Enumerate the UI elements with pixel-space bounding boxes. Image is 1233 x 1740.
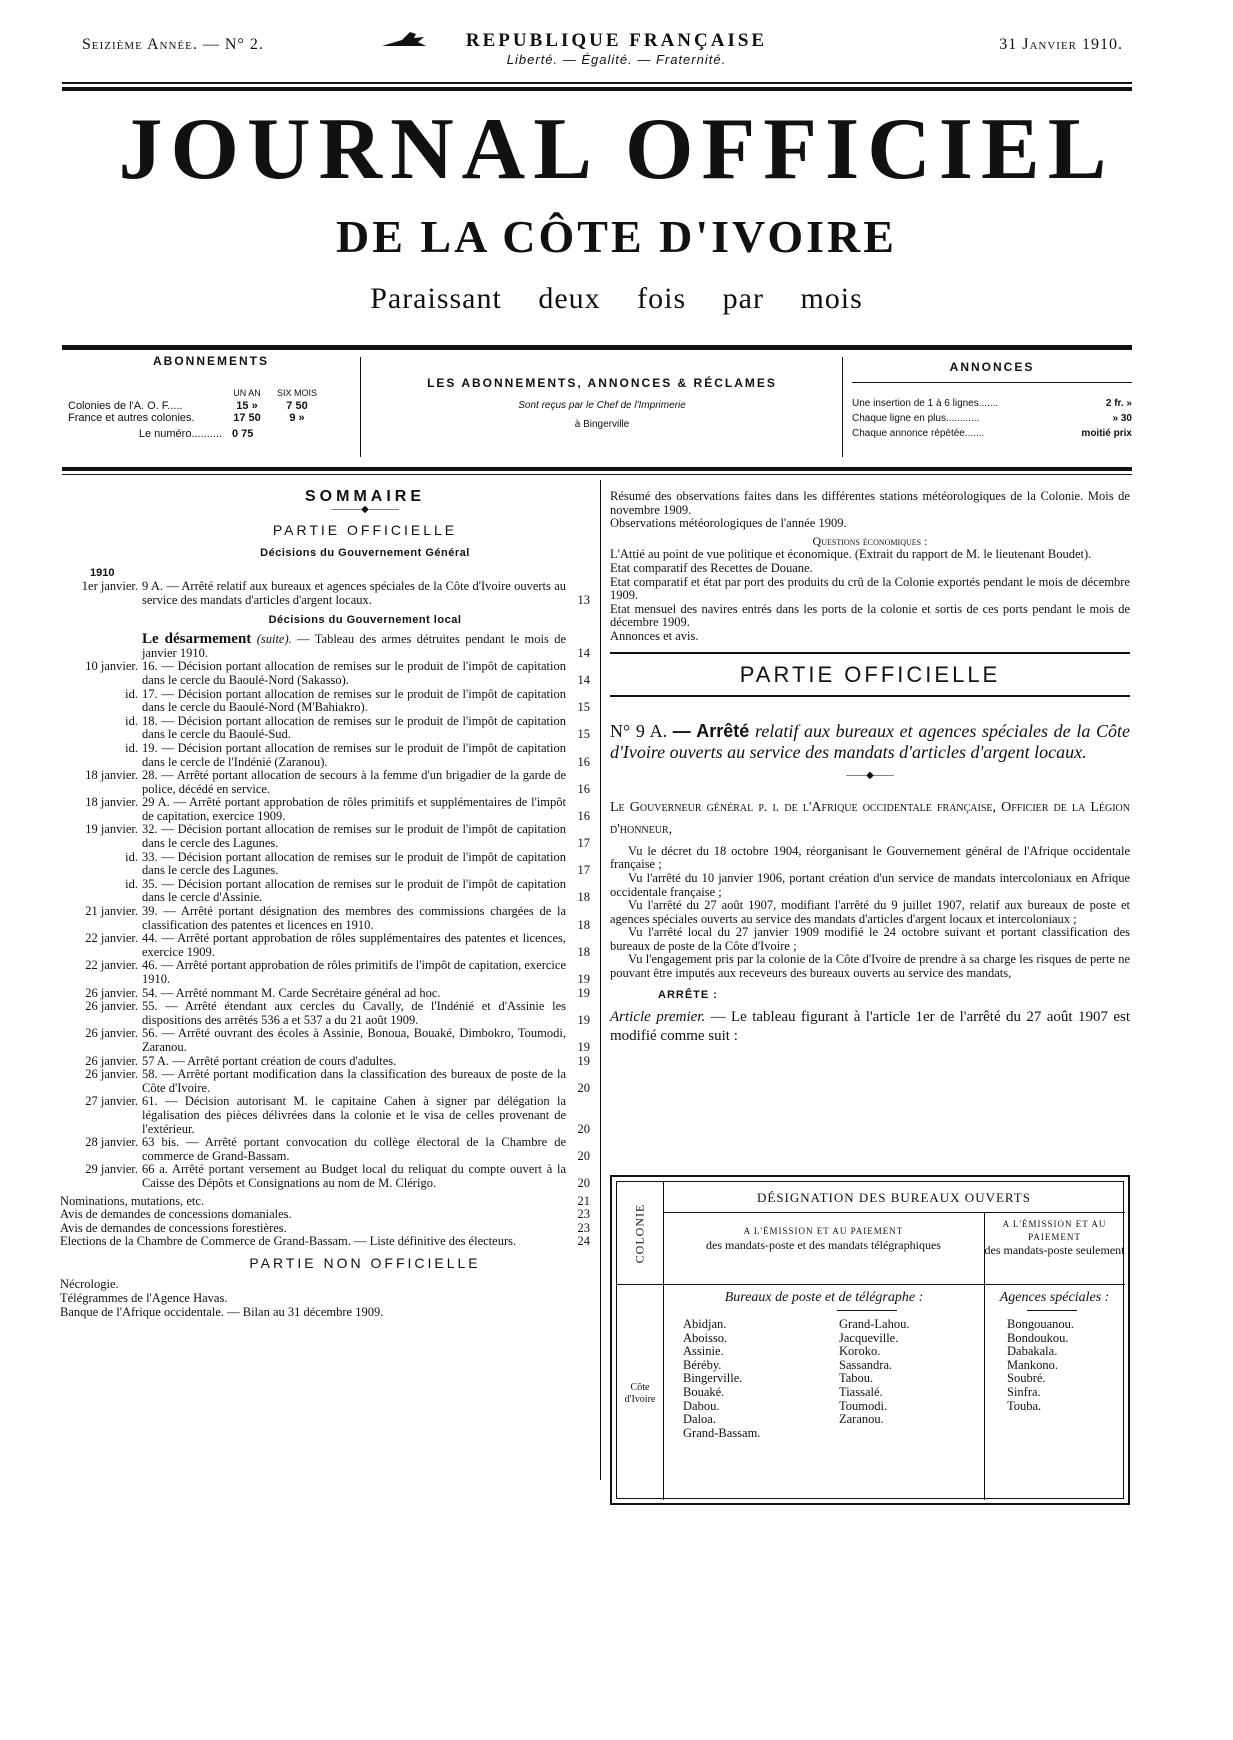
bureau-name: Jacqueville. [839,1330,899,1345]
issue-number: Seizième Année. — N° 2. [82,36,264,53]
entry-page: 18 [577,890,590,905]
agence-name: Touba. [1007,1398,1042,1413]
agence-name: Sinfra. [1007,1384,1041,1399]
entry-date: 26 janvier. [85,1026,138,1041]
misc-page: 23 [577,1220,590,1235]
non-officielle-item: Télégrammes de l'Agence Havas. [60,1291,228,1306]
sommaire-entry [60,1000,590,1027]
misc-text: Elections de la Chambre de Commerce de Grand-Bassam. — Liste définitive des électeurs. [60,1234,517,1249]
misc-text: Avis de demandes de concessions domaniales. [60,1207,292,1222]
annonce-label: Une insertion de 1 à 6 lignes....... [852,398,999,409]
issue-date: 31 Janvier 1910. [999,36,1123,53]
vu-clause: Vu l'arrêté du 10 janvier 1906, portant création d'un service de mandats intercoloniaux en Afrique occidentale française ; [610,870,1130,899]
bureau-name: Sassandra. [839,1357,893,1372]
bureau-name: Tiassalé. [839,1384,883,1399]
entry-text: 39. — Arrêté portant désignation des membres des commissions chargées de la classification des patentes et licences en 1910. [142,904,566,932]
entry-date: 26 janvier. [85,1067,138,1082]
sommaire-entry [60,987,590,1001]
box-bottom-rule [62,467,1132,471]
bureau-name: Koroko. [839,1344,881,1359]
sommaire-entry [60,878,590,905]
entry-text: 32. — Décision portant allocation de remises sur le produit de l'impôt de capitation dans le cercle des Lagunes. [142,822,566,851]
annonces-rule [852,382,1132,383]
reclames-panel [362,376,842,430]
vus-list [610,845,1130,981]
sub-header-right: A L'ÉMISSION ET AU PAIEMENT des mandats-poste seulement [984,1219,1125,1257]
agence-name: Bongouanou. [1007,1317,1075,1331]
table-main-header: DÉSIGNATION DES BUREAUX OUVERTS [757,1190,1031,1205]
sommaire-entry [60,1055,590,1069]
journal-tagline: Paraissant deux fois par mois [370,282,863,315]
agence-name: Bondoukou. [1007,1330,1069,1345]
ornament-icon: ——◆—— [846,770,894,782]
arrete-label: — Arrêté [672,721,750,742]
annonce-price: moitié prix [1081,428,1132,439]
entry-text: 63 bis. — Arrêté portant convocation du collège électoral de la Chambre de commerce de Grand-Bassam. [142,1135,566,1163]
misc-entry [60,1208,590,1222]
misc-entry [60,1195,590,1209]
bureau-name: Grand-Bassam. [683,1425,761,1440]
col-six-mois: SIX MOIS [276,388,317,398]
misc-entry [60,1222,590,1236]
annonce-price: 2 fr. » [1105,398,1132,409]
entry-page: 16 [577,781,590,796]
misc-entries [60,1195,590,1249]
entries-general [60,580,590,607]
reclames-title: LES ABONNEMENTS, ANNONCES & RÉCLAMES [427,376,777,390]
question-item: L'Attié au point de vue politique et économique. (Extrait du rapport de M. le lieutenant Boudet). [610,547,1092,562]
annonces-title: ANNONCES [949,360,1035,374]
entry-page: 13 [577,592,590,607]
entry-page: 19 [577,985,590,1000]
entry-text: 28. — Arrêté portant allocation de secours à la femme d'un brigadier de la garde de police, décédé en service. [142,768,566,796]
entry-text: 16. — Décision portant allocation de remises sur le produit de l'impôt de capitation dans le cercle du Baoulé-Nord (Sakasso). [142,659,566,687]
entry-text: 35. — Décision portant allocation de remises sur le produit de l'impôt de capitation dans le cercle d'Assinie. [142,876,566,905]
entry-date: 10 janvier. [85,659,138,674]
entry-text: 44. — Arrêté portant approbation de rôles supplémentaires des patentes et licences, exercice 1909. [142,931,566,959]
entry-text: 61. — Décision autorisant M. le capitaine Cahen à signer par délégation la légalisation des pièces délivrées dans la colonie et le visa de celles provenant de l'extérieur. [142,1094,566,1136]
sommaire-entry [60,769,590,796]
bureau-name: Abidjan. [683,1317,727,1331]
bureau-name: Bingerville. [683,1371,743,1386]
misc-text: Nominations, mutations, etc. [60,1193,205,1208]
non-officielle-item: Nécrologie. [60,1277,119,1292]
abonnement-label: Colonies de l'A. O. F..... [68,400,183,412]
sommaire-entry [60,1163,590,1190]
agences-title: Agences spéciales : [999,1290,1110,1305]
sommaire-entry [60,1027,590,1054]
annonce-label: Chaque annonce répétée....... [852,428,985,439]
sommaire-title: SOMMAIRE [305,488,425,505]
bureau-name: Toumodi. [839,1398,888,1413]
section-rule [610,652,1130,654]
vu-clause: Vu le décret du 18 octobre 1904, réorganisant le Gouvernement général de l'Afrique occidentale française ; [610,843,1130,872]
vu-clause: Vu l'arrêté du 27 août 1907, modifiant l'arrêté du 9 juillet 1907, relatif aux bureaux de poste et agences spéciales ouverts au service des mandats d'articles d'argent locaux et intercoloniaux ; [610,898,1130,926]
sommaire-entry [60,796,590,823]
entry-text: 55. — Arrêté étendant aux cercles du Cavally, de l'Indénié et d'Assinie les dispositions des arrêtés 536 a et 537 a du 21 août 1909. [142,999,566,1027]
question-item: Annonces et avis. [610,628,699,643]
abonnements-title: ABONNEMENTS [152,354,269,368]
abonnement-label: France et autres colonies. [68,412,195,424]
partie-officielle-heading: PARTIE OFFICIELLE [272,521,458,538]
desarmement-title: Le désarmement [142,631,252,648]
issue-header [0,30,1233,70]
abonnement-un-an: 15 » [236,400,258,412]
misc-text: Avis de demandes de concessions forestières. [60,1220,287,1235]
misc-page: 21 [577,1193,590,1208]
entry-date: id. [125,686,138,701]
bureaux-title: Bureaux de poste et de télégraphe : [724,1290,924,1305]
non-officielle-list [60,1278,590,1319]
sommaire-entry [60,851,590,878]
abonnement-un-an: 17 50 [233,412,261,424]
entry-text: 57 A. — Arrêté portant création de cours d'adultes. [142,1053,397,1068]
bureau-name: Béréby. [683,1357,722,1372]
sommaire-entry [60,959,590,986]
header-rule [62,82,1132,84]
abonnement-six-mois: 9 » [289,412,305,424]
agence-name: Dabakala. [1007,1344,1058,1359]
column-divider [600,480,601,1480]
entry-date: 28 janvier. [85,1135,138,1150]
entry-page: 20 [577,1080,590,1095]
entry-text: 46. — Arrêté portant approbation de rôles primitifs de l'impôt de capitation, exercice 1910. [142,958,566,986]
decisions-general-heading: Décisions du Gouvernement Général [260,547,470,560]
entry-page: 14 [577,672,590,687]
question-item: Etat comparatif des Recettes de Douane. [610,560,813,575]
entry-text: 18. — Décision portant allocation de remises sur le produit de l'impôt de capitation dans le cercle du Baoulé-Sud. [142,713,566,742]
annonce-row [852,396,1132,411]
right-item: Observations météorologiques de l'année 1909. [610,516,847,531]
entry-page: 16 [577,808,590,823]
bureaux-list-1 [683,1318,760,1440]
bureau-name: Tabou. [839,1371,874,1386]
bureau-name: Aboisso. [683,1330,728,1345]
entry-page: 19 [577,1039,590,1054]
box-divider [842,357,843,457]
non-officielle-item: Banque de l'Afrique occidentale. — Bilan au 31 décembre 1909. [60,1304,384,1319]
desarmement-page: 14 [577,645,590,660]
entry-date: 18 janvier. [85,768,138,783]
sommaire-entry [60,688,590,715]
entry-date: 27 janvier. [85,1094,138,1109]
journal-title: JOURNAL OFFICIEL [118,101,1115,198]
numero-row [68,428,368,440]
entry-date: 26 janvier. [85,999,138,1014]
numero-label: Le numéro.......... [138,428,222,440]
entry-page: 19 [577,972,590,986]
arrete-title [610,721,1130,763]
numero-price: 0 75 [232,428,254,440]
entry-date: 1er janvier. [81,579,138,594]
bureau-name: Daloa. [683,1412,716,1427]
decisions-local-heading: Décisions du Gouvernement local [268,613,462,626]
entry-page: 17 [577,863,590,878]
entry-page: 17 [577,836,590,851]
entry-date: id. [125,740,138,755]
abonnements-panel [62,354,360,440]
sommaire-entry [60,715,590,742]
republic-motto: Liberté. — Égalité. — Fraternité. [506,52,727,67]
entry-date: id. [125,849,138,864]
entry-text: 33. — Décision portant allocation de remises sur le produit de l'impôt de capitation dans le cercle des Lagunes. [142,849,566,878]
right-items [610,490,1130,531]
sub-header-left: A L'ÉMISSION ET AU PAIEMENT des mandats-poste et des mandats télégraphiques [706,1226,941,1252]
article-premier [610,1008,1130,1046]
sommaire-entry [60,1136,590,1163]
sommaire-entry [60,932,590,959]
entry-date: 29 janvier. [85,1162,138,1177]
desarmement-entry [60,633,590,660]
annonce-label: Chaque ligne en plus............ [852,413,980,424]
entry-date: 26 janvier. [85,985,138,1000]
agence-name: Mankono. [1007,1357,1059,1372]
annonce-row [852,426,1132,441]
sommaire-entry [60,742,590,769]
entry-text: 19. — Décision portant allocation de remises sur le produit de l'impôt de capitation dans le cercle de l'Indénié (Zaranou). [142,740,566,769]
box-bottom-rule-thin [62,474,1132,475]
abonnements-col-headers [222,388,362,398]
entry-date: id. [125,713,138,728]
bureaux-table [610,1175,1130,1505]
abonnement-row [68,400,368,412]
entry-text: 66 a. Arrêté portant versement au Budget local du reliquat du compte ouvert à la Caisse des Dépôts et Consignations au nom de M. Clérigo. [142,1162,566,1190]
journal-subtitle: DE LA CÔTE D'IVOIRE [336,211,897,262]
misc-page: 24 [577,1234,590,1249]
header-rule-thick [62,87,1132,91]
rooster-emblem-icon [380,28,430,50]
entry-text: 9 A. — Arrêté relatif aux bureaux et agences spéciales de la Côte d'Ivoire ouverts au service des mandats d'articles d'argent locaux. [142,579,566,607]
entry-page: 18 [577,917,590,932]
republic-title: REPUBLIQUE FRANÇAISE [465,30,768,51]
entry-date: 19 janvier. [85,822,138,837]
article-text: — Le tableau figurant à l'article 1er de l'arrêté du 27 août 1907 est modifié comme suit : [610,1009,1131,1045]
desarmement-suite: (suite). [256,632,292,647]
vu-clause: Vu l'engagement pris par la colonie de la Côte d'Ivoire de prendre à sa charge les risques de perte ne pouvant être imputés aux receveurs des bureaux ouverts au service des mandats, [610,952,1130,981]
section-rule [610,695,1130,697]
arrete-number: N° 9 A. [610,721,668,742]
entry-date: 22 janvier. [85,958,138,973]
sommaire-entry [60,660,590,687]
gouverneur-line: Le Gouverneur général p. i. de l'Afrique occidentale française, Officier de la Légion d'honneur, [610,799,1130,837]
reclames-line: Sont reçus par le Chef de l'Imprimerie [518,400,686,411]
entry-text: 56. — Arrêté ouvrant des écoles à Assinie, Bonoua, Bouaké, Dimbokro, Toumodi, Zaranou. [142,1026,566,1054]
entry-text: 58. — Arrêté portant modification dans la classification des bureaux de poste de la Côte d'Ivoire. [142,1067,566,1095]
entry-page: 18 [577,944,590,959]
entry-page: 20 [577,1121,590,1136]
annonce-row [852,411,1132,426]
entry-page: 19 [577,1012,590,1027]
entry-date: id. [125,876,138,891]
ornament-icon: ———◆——— [331,503,399,515]
abonnements-rows [68,400,368,440]
partie-officielle-title: PARTIE OFFICIELLE [739,661,1001,687]
right-column [610,490,1130,1046]
agence-name: Soubré. [1007,1371,1046,1386]
bureau-name: Bouaké. [683,1384,725,1399]
sommaire-entry [60,1095,590,1136]
right-item: Résumé des observations faites dans les différentes stations météorologiques de la Colonie. Mois de novembre 1909. [610,489,1130,517]
misc-entry [60,1235,590,1249]
entry-date: 18 janvier. [85,795,138,810]
subscription-box [62,352,1132,464]
bureau-name: Assinie. [683,1344,724,1359]
questions-heading: Questions économiques : [812,533,928,548]
vu-clause: Vu l'arrêté local du 27 janvier 1909 modifié le 24 octobre suivant et portant classification des bureaux de poste de la Côte d'Ivoire ; [610,925,1130,953]
col-un-an: UN AN [233,388,261,398]
bureau-name: Grand-Lahou. [839,1317,910,1331]
entry-text: 17. — Décision portant allocation de remises sur le produit de l'impôt de capitation dans le cercle du Baoulé-Nord (M'Bahiakro). [142,686,566,715]
entry-page: 20 [577,1148,590,1163]
colonie-header: COLONIE [632,1203,647,1263]
desarmement-text: — Tableau des armes détruites pendant le mois de janvier 1910. [142,632,567,660]
arrete-subject: relatif aux bureaux et agences spéciales de la Côte d'Ivoire ouverts au service des mandats d'articles d'argent locaux. [610,721,1131,763]
entry-page: 20 [577,1175,590,1190]
box-top-rule [62,345,1132,350]
sommaire-entry [60,905,590,932]
entry-page: 15 [577,727,590,742]
annonces-panel [852,360,1132,439]
question-item: Etat mensuel des navires entrés dans les ports de la colonie et sortis de ces ports pendant le mois de décembre 1909. [610,601,1130,630]
article-label: Article premier. [610,1009,706,1026]
entry-date: 22 janvier. [85,931,138,946]
year-label: 1910 [90,566,115,579]
bureaux-list-2 [839,1318,909,1427]
reclames-location: à Bingerville [574,419,630,430]
sommaire-entry [60,1068,590,1095]
bureau-name: Dabou. [683,1398,720,1413]
sommaire-entry [60,823,590,850]
questions-list [610,548,1130,643]
sommaire-column [60,490,590,1319]
bureau-name: Zaranou. [839,1412,884,1427]
misc-page: 23 [577,1207,590,1222]
entry-page: 15 [577,700,590,715]
question-item: Etat comparatif et état par port des produits du crû de la Colonie exportés pendant le mois de décembre 1909. [610,574,1130,603]
abonnement-row [68,412,368,424]
entry-text: 29 A. — Arrêté portant approbation de rôles primitifs et supplémentaires de l'impôt de capitation, exercice 1909. [142,795,566,823]
entry-page: 19 [577,1053,590,1068]
entry-text: 54. — Arrêté nommant M. Carde Secrétaire général ad hoc. [142,985,441,1000]
entry-date: 21 janvier. [85,904,138,919]
abonnement-six-mois: 7 50 [286,400,308,412]
annonce-price: » 30 [1112,413,1132,424]
entry-page: 16 [577,754,590,769]
entries-local [60,660,590,1190]
arrete-decision: ARRÊTE : [658,988,718,1001]
agences-list [1007,1318,1074,1413]
sommaire-entry [60,580,590,607]
partie-non-officielle-heading: PARTIE NON OFFICIELLE [249,1254,481,1271]
colonie-value: Côte d'Ivoire [624,1382,656,1405]
annonces-rows [852,396,1132,441]
entry-date: 26 janvier. [85,1053,138,1068]
